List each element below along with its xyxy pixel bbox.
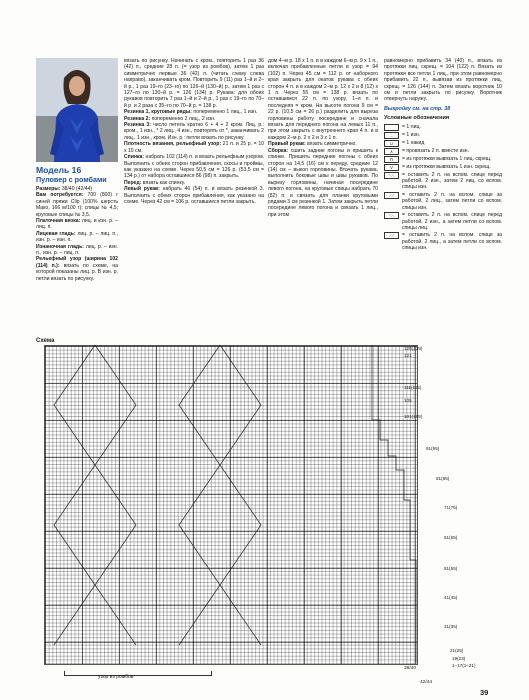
row-label: 125(129) — [404, 346, 423, 351]
paragraph: Резинка 3: число петель кратно 6 + 4 + 2 кром. Лиц. р.: кром., 1 изн., * 2 лиц., 4 изн., повторять от *, заканчивать 2 лиц., 1 изн., кром. Изн. р.: петли вязать по рисунку. — [124, 122, 264, 141]
paragraph: Платочная вязка: лиц. и изн. р. – лиц. п. — [36, 218, 118, 231]
paragraph: Резинка 2: попеременно 2 лиц., 2 изн. — [124, 115, 216, 122]
legend-text: = 1 лиц. — [402, 123, 421, 130]
pattern-label: узор из ромбов — [98, 674, 134, 680]
row-label: 71(75) — [444, 505, 458, 510]
see-also-note: Выкройку см. на стр. 38 — [384, 105, 451, 112]
paragraph: Спинка: набрать 102 (114) п. и вязать рельефным узором. Выполнить с обеих сторон прибавления, скосы и проймы, как указано на схеме. Через 50,5 см = 126 р. (53,5 см = 134 р.) от набора оставшиеся 86 (98) п. закрыть. — [124, 154, 264, 180]
size-label-small: 38/40 — [404, 666, 417, 671]
legend-symbol-icon: U — [384, 140, 399, 147]
paragraph: равномерно прибавить 34 (40) п., вязать из протяжки лиц. скрещ. = 104 (122) п. Вязать из протяжки все петли 1 лиц., при этом равномерно прибавить 22 п., вывязав из протяжки лиц. скрещ. = 126 (144) п. Затем вязать воротник 10 см и петли закрыть по рисунку. Воротник отвернуть наружу. — [384, 58, 502, 103]
paragraph: дом 4–м р. 18 х 1 п. и в каждом 6–м р. 9 х 1 п., включая прибавленные петли в узор = 94 (102) п. Через 45 см = 112 р. от наборного края закрыть для окатов рукава с обеих сторон 4 п. и в каждом 2–м р. 12 х 2 и 8 (12) х 1 п. Через 55 см = 138 р. вязать по оставшимся 22 п. по узору, 1–я п. и последняя = кром. На высоте погона 9 см = 22 р. (10,5 см = 26 р.) разделить для выреза горловины работу посередине и сначала вязать для переднего погона на левых 11 п., при этом закрыть с внутреннего края 4 п. и в каждом 2–м р. 2 х 2 и 3 х 1 п. — [268, 58, 378, 141]
paragraph: Плотность вязания, рельефный узор: 21 п. и 25 р. = 10 х 10 см. — [124, 141, 264, 154]
legend-text: = из протяжки вывязать 1 лиц. скрещ. — [402, 155, 492, 162]
row-label: 91(95) — [426, 446, 440, 451]
legend-text: = оставить 2 п. на вспом. спице за работой, 2 лиц., затем петли со вспом. спицы изн. — [402, 191, 502, 211]
legend-text: = из протяжки вывязать 1 изн. скрещ. — [402, 163, 491, 170]
legend-text: = оставить 2 п. на вспом. спице за работой, 2 лиц., а затем петли со вспом. спицы изн. — [402, 232, 502, 252]
row-label: 61(65) — [444, 535, 458, 540]
paragraph: Рельефный узор (ширина 102 (114) п.): вязать по схеме, на которой показаны лиц. р. В изн. р. петли вязать по рисунку. — [36, 256, 118, 282]
row-label: 19(23) — [452, 656, 466, 661]
legend-text: = 1 изн. — [402, 131, 421, 138]
paragraph: Изнаночная гладь: лиц. р. – изн. п., изн. р. – лиц. п. — [36, 243, 118, 257]
size-label-large: 42/44 — [420, 680, 433, 685]
paragraph: Размеры: 38/40 (42/44) — [36, 186, 93, 192]
legend-text: = оставить 2 п. на вспом. спице перед работой, 2 изн., затем 2 лиц. со вспом. спицы изн. — [402, 171, 502, 191]
paragraph: Лицевая гладь: лиц. р. – лиц. п., изн. р. – изн. п. — [36, 230, 118, 244]
model-subtitle: Пуловер с ромбами — [36, 175, 107, 184]
row-label: 111(115) — [404, 385, 422, 390]
diamond-left — [54, 345, 95, 645]
page-number: 39 — [480, 688, 489, 697]
paragraph: Левый рукав: набрать 46 (54) п. и вязать резинкой 3. Выполнить с обеих сторон прибавления, как указано на схеме. Через 42 см = 106 р. оставшиеся петли закрыть. — [124, 186, 264, 205]
diamond-left-2 — [95, 345, 136, 645]
row-label: 101(105) — [404, 414, 423, 419]
row-label: 41(45) — [444, 595, 458, 600]
paragraph: Сборка: сшить задние погоны и пришить к спинке. Пришить передние погоны с обеих сторон на 14,5 (16) см к переду, средние 12 (14) см – выкол горловины. Втачать рукава, выполнить боковые швы и швы рукавов. По вырезу горловины, начиная посередине левого погона, на круговые спицы набрать 70 (82) п. и связать для планки круговыми рядами 3 см резинкой 1. Затем закрыть петли посередине левого погона и связать 1 лиц., при этом — [268, 147, 378, 218]
paragraph: вязать по рисунку. Начинать с кром., повторить 1 раз 36 (42) п., средние 28 п. (= узор из ромбов), затем 1 раз симметрично первые 36 (42) п. (читать схему слева направо), заканчивать кром. Повторить 9 (11) раз 1–й и 2–й р., 1 раз 19–го (23–го) по 126–й (130–й) р., затем 1 раз с 127–го по 130–й р. = 126 (134) р. Рукава: для обоих рукавов повторить 7 раз 1–й и 2–й р., 1 раз с 19–го по 70–й р. и 2 раза с 35–го по 70–й р. = 138 р. — [124, 58, 264, 109]
legend-symbol-icon: – — [384, 132, 399, 139]
paragraph: Вам потребуется: 700 (800) г синей пряжи Clip (100% шерсть Мако, 166 м/100 г); спицы № 4,5; круговые спицы № 3,5. — [36, 192, 118, 218]
legend-symbol-icon: ⟋⟋ — [384, 232, 399, 239]
row-label: 51(55) — [444, 566, 458, 571]
diamond-right — [179, 345, 220, 645]
shaping-steps — [372, 345, 416, 663]
legend-symbol-icon: ⟍⟍ — [384, 212, 399, 219]
paragraph: Перед: вязать как спинку. — [124, 179, 186, 186]
row-label: 31(35) — [444, 624, 458, 629]
legend-text: = провязать 2 п. вместе изн. — [402, 147, 469, 154]
pattern-bracket — [64, 671, 212, 676]
paragraph: Правый рукав: вязать симметрично. — [268, 141, 357, 148]
legend-title: Условные обозначения — [384, 115, 450, 122]
row-label: 21(25) — [450, 648, 464, 653]
paragraph: Резинка 1, круговые ряды: попеременно 1 лиц., 1 изн. — [124, 109, 258, 116]
legend-text: = 1 накид — [402, 139, 425, 146]
legend-symbol-icon: ∧ — [384, 148, 399, 155]
row-label: 121 — [404, 353, 412, 358]
legend-text: = оставить 2 п. на вспом. спице перед работой, 2 изн., а затем петли со вспом. спицы лиц. — [402, 212, 502, 231]
legend-symbol-icon: ⟋⟋ — [384, 192, 399, 199]
model-title: Модель 16 — [36, 165, 82, 175]
diamond-right-2 — [220, 345, 261, 645]
row-label: 105 — [404, 398, 412, 403]
legend-symbol-icon: Ⅴ — [384, 164, 399, 171]
row-label: 1–17(1–21) — [452, 663, 476, 668]
legend-symbol-icon: ⟍⟍ — [384, 172, 399, 179]
chart-title: Схема — [36, 338, 55, 344]
row-label: 81(85) — [436, 476, 450, 481]
legend-symbol-icon: ꓵ — [384, 156, 399, 163]
